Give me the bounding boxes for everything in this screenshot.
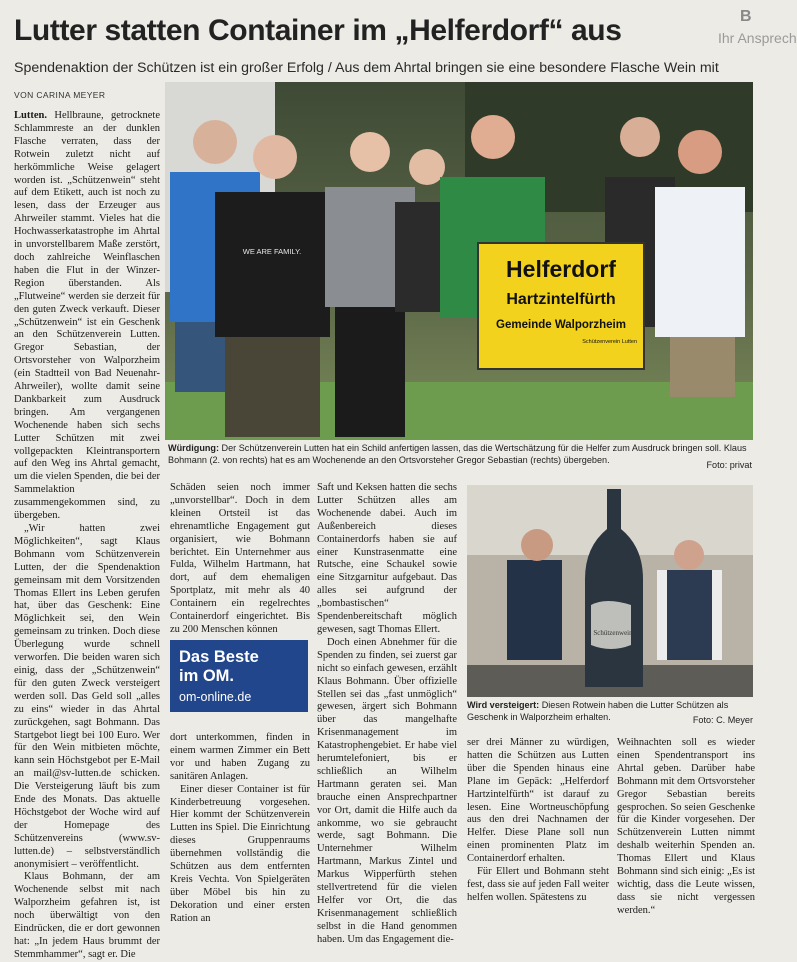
column-4	[467, 737, 609, 912]
photo-credit: Foto: privat	[706, 459, 752, 470]
paragraph: Schäden seien noch immer „unvorstellbar“. Doch in dem kleinen Ortsteil ist das ehrenamtliche Engagement gut organisiert, wie Bohmann berichtet. Ein Unternehmer aus Fulda, Wilhelm Hartmann, hat dort, auf dem ehemaligen Sportplatz, mit mehr als 40 Containern ein regelrechtes Containerdorf eingerichtet. Bis zu 200 Menschen können	[170, 482, 310, 635]
paragraph: Saft und Keksen hatten die sechs Lutter Schützen alles am Wochenende dabei. Auch im Außenbereich dieses Containerdorfs haben sie auf einer Kunstrasenmatte eine Rutsche, eine Schaukel sowie eine Sitzgarnitur aufgebaut. Das alles sei aufgrund der „bombastischen“ Spendenbereitschaft möglich gewesen, sagt Thomas Ellert.	[317, 482, 457, 635]
paragraph: Klaus Bohmann, der am Wochenende selbst mit nach Walporzheim gefahren ist, ist noch überwältigt von den Eindrücken, die er dort gewonnen hat: „In jedem Haus brummt der Stemmhammer“, sagt er. Die	[14, 871, 160, 960]
column-2	[170, 482, 310, 635]
caption-lead: Wird versteigert:	[467, 700, 540, 710]
paragraph: ser drei Männer zu würdigen, hatten die Schützen aus Lutten über die Spenden hinaus eine Plane im Gepäck: „Helferdorf Hartzintelfürth“ ist darauf zu lesen. Eine Wortneuschöpfung aus den drei Nachnamen der Helfer. Diese Plane soll nun einen prominenten Platz im Containerdorf erhalten.	[467, 737, 609, 865]
column-3	[317, 482, 457, 945]
shirt-print: WE ARE FAMILY.	[242, 247, 302, 256]
sign-line-3: Gemeinde Walporzheim	[496, 319, 626, 331]
photo-credit: Foto: C. Meyer	[692, 714, 753, 725]
subheadline: Spendenaktion der Schützen ist ein großer Erfolg / Aus dem Ahrtal bringen sie eine besondere Flasche Wein mit	[14, 60, 719, 76]
ad-line-2: im OM.	[179, 667, 235, 685]
paragraph: Weihnachten soll es wieder einen Spendentransport ins Ahrtal geben. Darüber habe Bohmann mit dem Ortsvorsteher Gregor Sebastian bereits gesprochen. So seien Geschenke für die Kinder vorgesehen. Der Schützenverein Lutten nimmt deshalb weiterhin Spenden an. Thomas Ellert und Klaus Bohmann sind sich einig: „Es ist wichtig, dass die Leute wissen, dass sie nicht vergessen werden.“	[617, 737, 755, 916]
sign-line-2: Hartzintelfürth	[506, 291, 616, 308]
dateline: Lutten.	[14, 110, 47, 121]
ad-line-1: Das Beste	[179, 648, 259, 666]
column-2b	[170, 732, 310, 924]
main-photo	[165, 82, 753, 440]
byline: VON CARINA MEYER	[14, 90, 106, 100]
bottle-label-text: Schützenwein	[593, 629, 633, 637]
group-photo-illustration	[165, 82, 753, 440]
paragraph: Einer dieser Container ist für Kinderbetreuung vorgesehen. Hier kommt der Schützenverein Lutten ins Spiel. Die Einrichtung dieses Gruppenraums übernehmen vollständig die Schützen aus dem entfernten Kreis Vechta. Von Spielgeräten über Möbel bis hin zu Dekoration und einer ersten Ration an	[170, 783, 310, 924]
sign-small-print: Schützenverein Lutten	[582, 339, 637, 345]
paragraph: Doch einen Abnehmer für die Spenden zu finden, sei zuerst gar nicht so einfach gewesen, erzählt Klaus Bohmann. Über offizielle Stellen sei das „fast unmöglich“ gewesen, ärgert sich Bohmann über das mangelhafte Krisenmanagement im Katastrophengebiet. Er habe viel herumtelefoniert, bis er schließlich an Wilhelm Hartmann geraten sei. Man brauche einen Ansprechpartner vor Ort, damit die Hilfe auch da ankomme, wo sie gebraucht werde, sagt Bohmann. Die Unternehmer Wilhelm Hartmann, Markus Zintel und Markus Wipperfürth stehen stellvertretend für die vielen Helfer vor Ort, die das Krisenmanagement schließlich selbst in die Hand genommen haben. Um das Engagement die-	[317, 636, 457, 945]
paragraph: Für Ellert und Bohmann steht fest, dass sie auf jeden Fall weiter helfen wollen. Spätestens zu	[467, 866, 609, 903]
wine-photo-caption: Wird versteigert: Diesen Rotwein haben die Lutter Schützen als Geschenk in Walporzheim erhalten. Foto: C. Meyer	[467, 700, 753, 725]
sign-line-1: Helferdorf	[506, 256, 616, 282]
wine-bottle-illustration	[467, 485, 753, 697]
wine-photo	[467, 485, 753, 697]
paragraph: Lutten. Hellbraune, getrocknete Schlammreste an der dunklen Flasche verraten, dass der Rotwein zuletzt nicht auf herkömmliche Weise gelagert worden ist. „Schützenwein“ steht auf dem Etikett, auch ist noch zu lesen, dass der Erzeuger aus Ahrweiler stammt. Vieles hat die Hochwasserkatastrophe im Ahrtal in unvorstellbarem Maße zerstört, doch zahlreiche Weinflaschen haben die Flut in der Winzer-Region überstanden. Als „Flutweine“ werden sie derzeit für den guten Zweck verkauft. Dieser „Schützenwein“ ist ein Geschenk an den Schützenverein Lutten. Gregor Sebastian, der Ortsvorsteher von Walporzheim (ein Stadtteil von Bad Neuenahr-Ahrweiler), wollte damit seine Dankbarkeit zum Ausdruck bringen. Am vergangenen Wochenende haben sich sechs Lutter Schützen mit zwei vollgepackten Kleintransportern auf den Weg ins Ahrtal gemacht, um die vielen Spenden, die bei der Sammelaktion zusammengekommen sind, zu übergeben.	[14, 110, 160, 522]
helferdorf-sign	[477, 242, 645, 370]
paragraph: „Wir hatten zwei Möglichkeiten“, sagt Klaus Bohmann vom Schützenverein Lutten, der die Spendenaktion gemeinsam mit dem Vorsitzenden Thomas Ellert ins Leben gerufen hat, über das Geschenk: Eine Möglichkeit sei, den Wein gemeinsam zu trinken. Doch diese Überlegung wurde schnell verworfen. Die beiden waren sich einig, dass der „Schützenwein“ für den guten Zweck versteigert werden soll. Das Geld soll „alles zu eins“ wieder in das Ahrtal zurückgehen, sagt Bohmann. Das Startgebot liegt bei 100 Euro. Wer für den Wein mitbieten möchte, kann sein Höchstgebot per E-Mail an mail@sv-lutten.de schicken. Die Versteigerung läuft bis zum Ende des Monats. Das aktuelle Höchstgebot der Woche wird auf der Homepage des Schützenvereins (www.sv-lutten.de) – selbstverständlich anonymisiert – veröffentlicht.	[14, 523, 160, 870]
ad-url[interactable]: om-online.de	[179, 690, 252, 704]
main-photo-caption: Würdigung: Der Schützenverein Lutten hat ein Schild anfertigen lassen, das die Wertschätzung für die Helfer zum Ausdruck bringen soll. Klaus Bohmann (2. von rechts) hat es am Wochenende an den Ortsvorsteher Gregor Sebastian (rechts) übergeben. Foto: privat	[168, 443, 752, 470]
om-online-ad[interactable]	[170, 640, 308, 712]
column-1	[14, 110, 160, 960]
caption-lead: Würdigung:	[168, 443, 220, 453]
headline: Lutter statten Container im „Helferdorf“ aus	[14, 14, 622, 47]
bleed-text-right: Ihr Ansprech	[718, 30, 797, 46]
paragraph: dort unterkommen, finden in einem warmen Zimmer ein Bett vor und haben Zugang zu sanitären Anlagen.	[170, 732, 310, 782]
column-5	[617, 737, 755, 916]
bleed-letter: B	[740, 8, 752, 25]
